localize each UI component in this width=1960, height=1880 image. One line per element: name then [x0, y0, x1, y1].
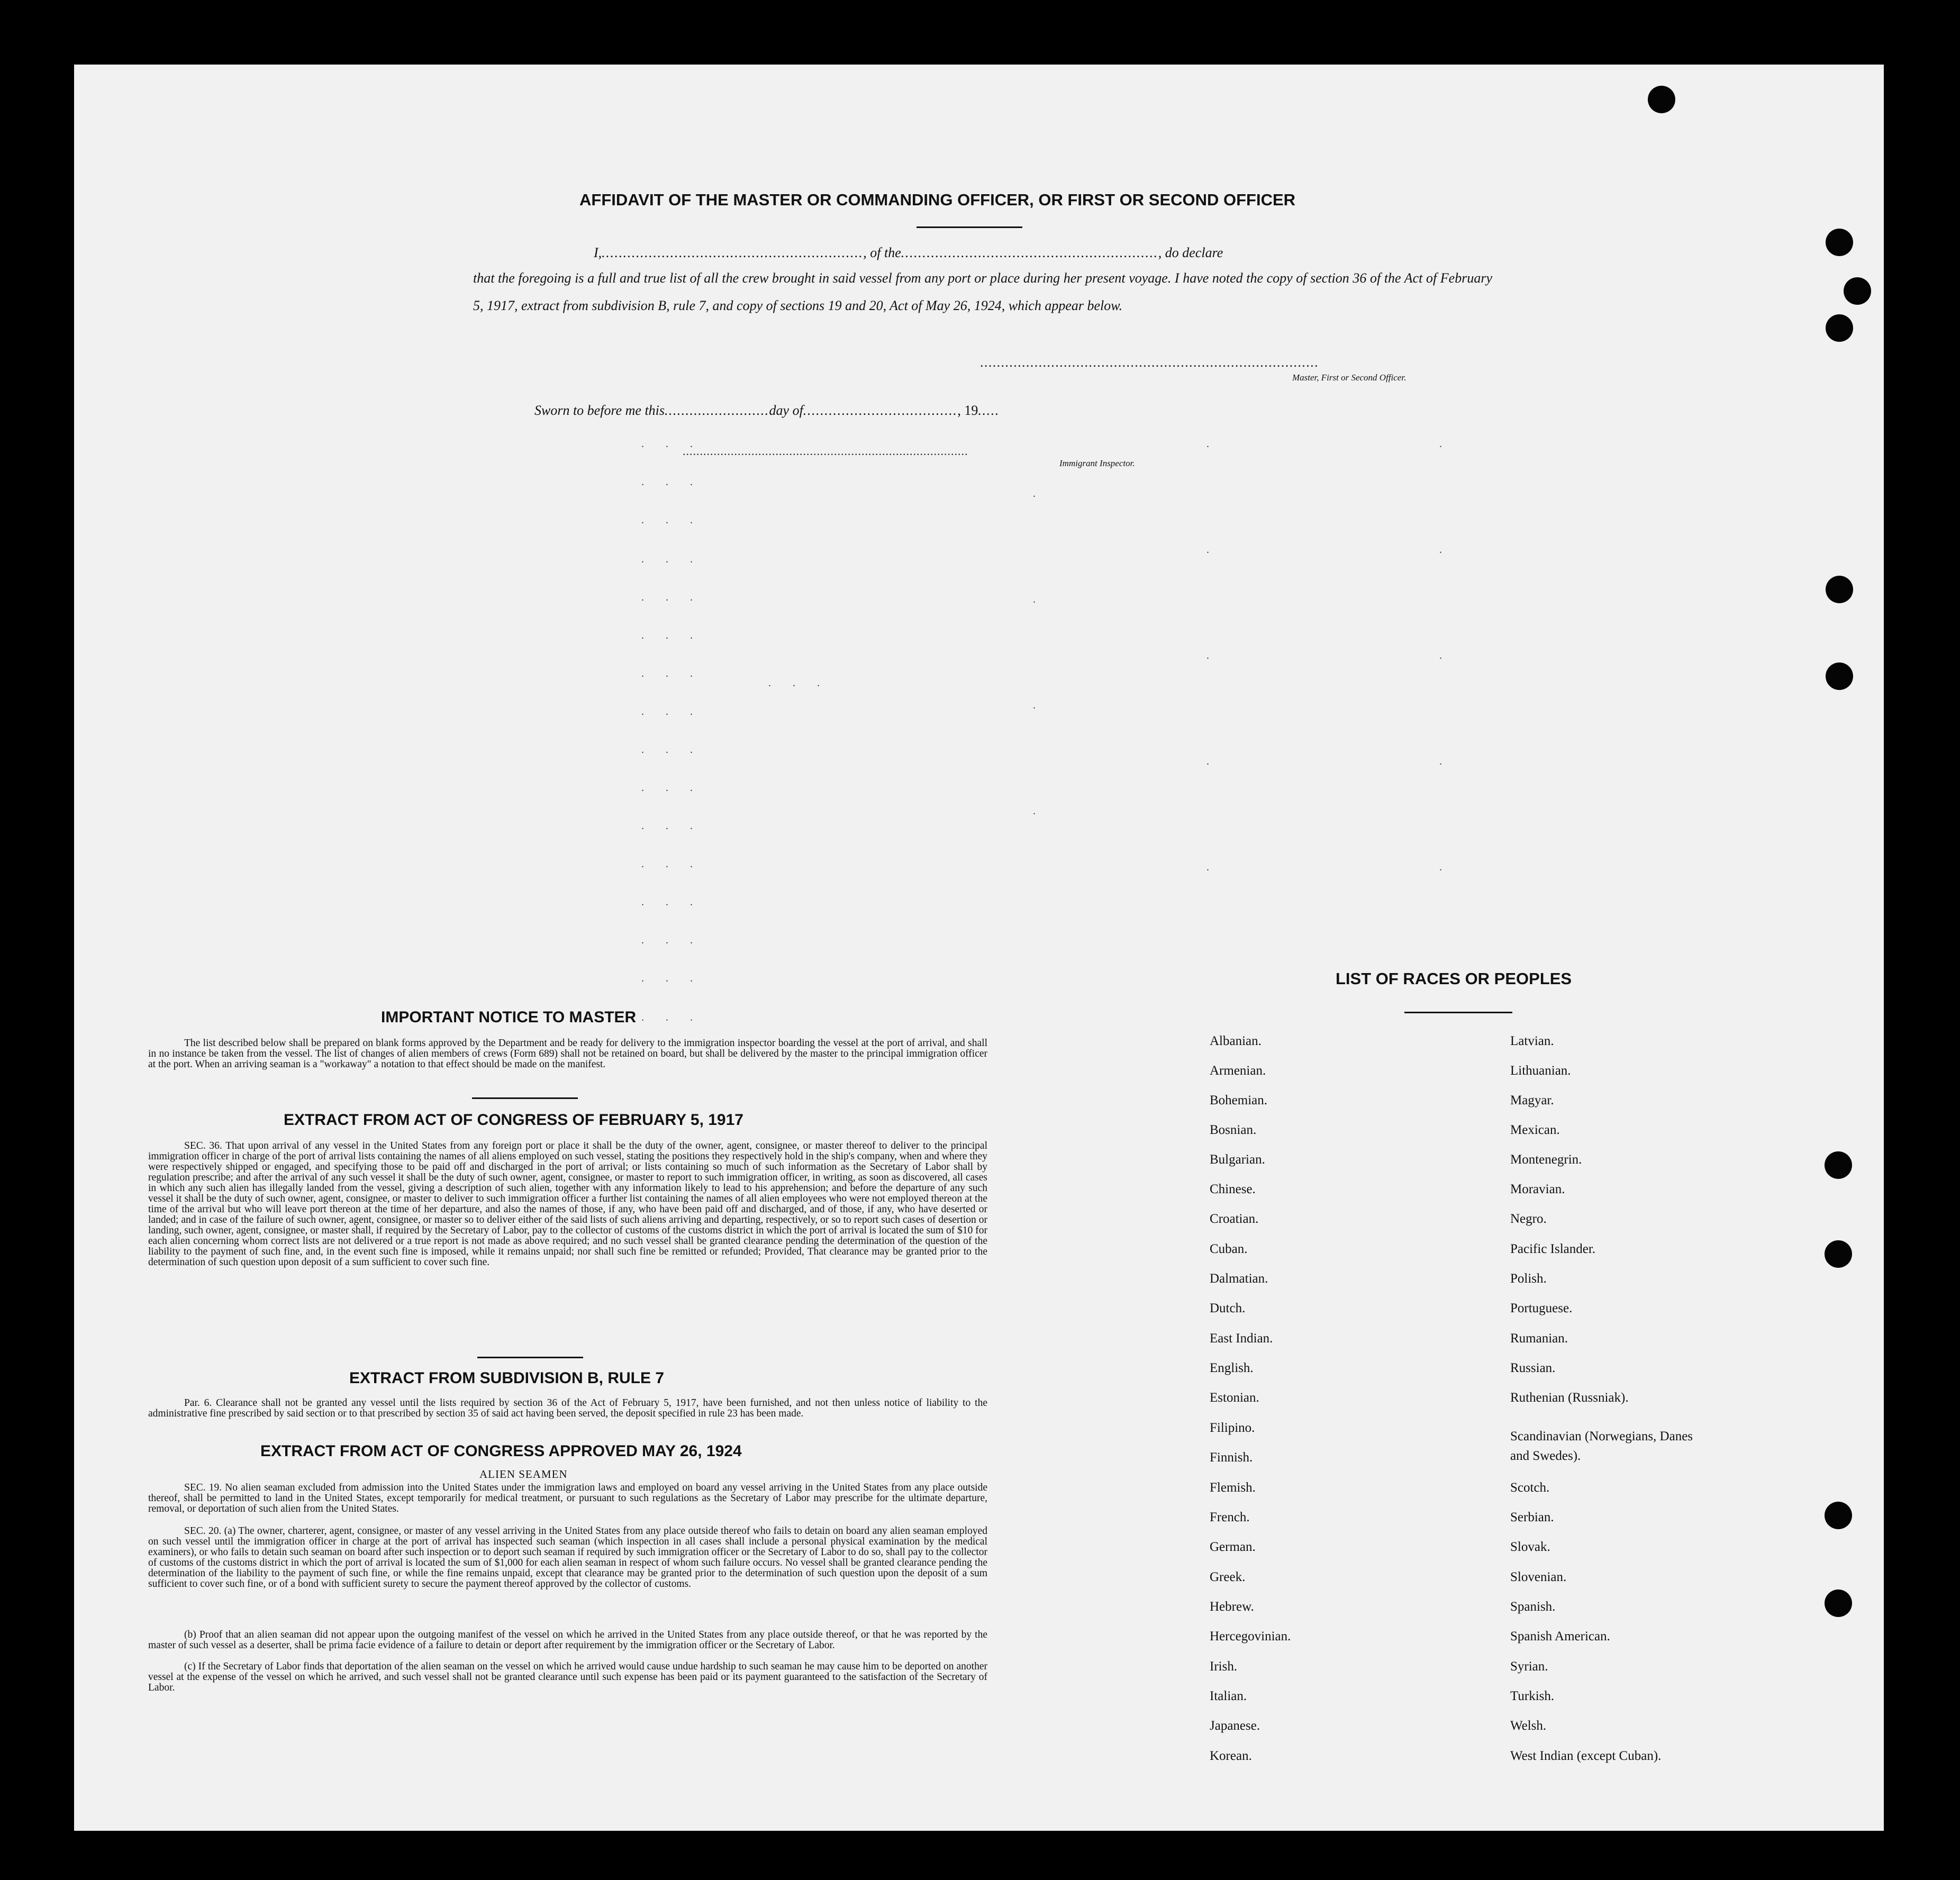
race-item: Greek. [1210, 1570, 1246, 1584]
affidavit-i: I, [594, 245, 602, 260]
races-title: LIST OF RACES OR PEOPLES [1336, 969, 1572, 988]
extract1924-sec19: SEC. 19. No alien seaman excluded from admission into the United States under the immigration laws and employed on board any vessel arriving in the United States from any place outside thereof, shall be permitted to land in the United States, except temporarily for medical treatment, or pursuant to such regulations as the Secretary of Labor may prescribe for the ultimate departure, removal, or deportation of such alien from the United States. [148, 1482, 987, 1514]
affidavit-title: AFFIDAVIT OF THE MASTER OR COMMANDING OFFICER, OR FIRST OR SECOND OFFICER [579, 190, 1296, 209]
punch-hole [1648, 86, 1675, 113]
race-item: Chinese. [1210, 1182, 1256, 1196]
subdivb-title: EXTRACT FROM SUBDIVISION B, RULE 7 [349, 1369, 665, 1387]
punch-hole [1826, 576, 1853, 603]
race-item: Mexican. [1510, 1123, 1560, 1137]
extract1924-sec20c: (c) If the Secretary of Labor finds that deportation of the alien seaman on the vessel on which he arrived would cause undue hardship to such seaman he may cause him to be deported on another vessel at the expense of the vessel on which he arrived, and such vessel shall not be granted clearance until such expense has been paid or its payment guaranteed to the satisfaction of the Secretary of Labor. [148, 1661, 987, 1693]
race-item: Korean. [1210, 1749, 1252, 1763]
punch-hole [1826, 662, 1853, 690]
race-item: Finnish. [1210, 1450, 1253, 1465]
subdivb-rule [477, 1357, 583, 1358]
race-item: Magyar. [1510, 1093, 1554, 1107]
sworn-year-dots: ..... [978, 403, 1000, 418]
affidavit-rule [917, 226, 1022, 228]
race-item: Japanese. [1210, 1719, 1260, 1733]
race-item: Ruthenian (Russniak). [1510, 1391, 1629, 1405]
race-item: Croatian. [1210, 1212, 1259, 1226]
race-item: English. [1210, 1361, 1254, 1375]
sworn-year-prefix: , 19 [957, 403, 978, 418]
affidavit-body: that the foregoing is a full and true list of all the crew brought in said vessel from any port or place during her present voyage. I have noted the copy of section 36 of the Act of February 5, 1917, extract from subdivision B, rule 7, and copy of sections 19 and 20, Act of May 26, 1924, which appear below. [473, 270, 1492, 313]
race-item: Turkish. [1510, 1689, 1555, 1703]
sworn-day-of: day of [769, 403, 803, 418]
race-item: Italian. [1210, 1689, 1247, 1703]
extract1917-body: SEC. 36. That upon arrival of any vessel in the United States from any foreign port or place it shall be the duty of the owner, agent, consignee, or master thereof to deliver to the principal immigration officer in charge of the port of arrival lists containing the names of all aliens employed on such vessel, stating the positions they respectively hold in the ship's company, when and where they were respectively shipped or engaged, and specifying those to be paid off and discharged in the port of arrival; or lists containing so much of such information as the Secretary of Labor shall by regulation prescribe; and after the arrival of any such vessel it shall be the duty of such owner, agent, consignee, or master to report to such immigration officer, in writing, as soon as discovered, all cases in which any such alien has illegally landed from the vessel, giving a description of such alien, together with any information likely to lead to his apprehension; and before the departure of any such vessel it shall be the duty of such owner, agent, consignee, or master to deliver to such immigration officer a further list containing the names of all alien employees who were not employed thereon at the time of the arrival but who will leave port thereon at the time of her departure, and also the names of those, if any, who have been paid off and discharged, and of those, if any, who have deserted or landed; and in case of the failure of such owner, agent, consignee, or master so to deliver either of the said lists of such aliens arriving and departing, respectively, or so to report such cases of desertion or landing, such owner, agent, consignee, or master shall, if required by the Secretary of Labor, pay to the collector of customs of the customs district in which the port of arrival is located the sum of $10 for each alien concerning whom correct lists are not delivered or a true report is not made as above required; and no such vessel shall be granted clearance pending the determination of the question of the liability to the payment of such fine, and, in the event such fine is imposed, while it remains unpaid; nor shall such fine be remitted or refunded; Provided, That clearance may be granted prior to the determination of such question upon deposit of a sum sufficient to cover such fine. [148, 1140, 987, 1268]
punch-hole [1825, 1240, 1852, 1268]
extract1924-sec20a: SEC. 20. (a) The owner, charterer, agent, consignee, or master of any vessel arriving in the United States from any place outside thereof who fails to detain on board any alien seaman employed on such vessel until the immigration officer in charge at the port of arrival has inspected such seaman (which inspection in all cases shall include a personal physical examination by the medical examiners), or who fails to detain such seaman on board after such inspection or to deport such seaman if required by such immigration officer or the Secretary of Labor to do so, shall pay to the collector of customs of the customs district in which the port of arrival is located the sum of $1,000 for each alien seaman in respect of whom such failure occurs. No vessel shall be granted clearance pending the determination of the liability to the payment of such fine, or while the fine remains unpaid, except that clearance may be granted prior to the determination of such question upon the deposit of a sum sufficient to cover such fine, or of a bond with sufficient surety to secure the payment thereof approved by the collector of customs. [148, 1525, 987, 1590]
race-item: Latvian. [1510, 1034, 1554, 1048]
race-item: Montenegrin. [1510, 1152, 1582, 1167]
punch-hole [1825, 1590, 1852, 1617]
race-item: Dutch. [1210, 1301, 1246, 1315]
race-item: Bulgarian. [1210, 1152, 1265, 1167]
race-item: Russian. [1510, 1361, 1556, 1375]
race-item: Moravian. [1510, 1182, 1565, 1196]
race-item: Bosnian. [1210, 1123, 1257, 1137]
inspector-dots: ................................................................................... [683, 444, 968, 458]
affidavit-vessel-dots: ............................................................ [901, 245, 1158, 260]
race-item: Filipino. [1210, 1421, 1255, 1435]
punch-hole [1826, 314, 1853, 342]
sworn-month-dots: .................................... [803, 403, 958, 418]
race-item: Dalmatian. [1210, 1272, 1268, 1286]
extract1917-title: EXTRACT FROM ACT OF CONGRESS OF FEBRUARY 5, 1917 [284, 1111, 743, 1129]
race-item: East Indian. [1210, 1331, 1273, 1346]
race-item: Estonian. [1210, 1391, 1259, 1405]
race-item: Syrian. [1510, 1659, 1548, 1674]
race-item: Portuguese. [1510, 1301, 1573, 1315]
affidavit-do-declare: , do declare [1158, 245, 1223, 260]
race-item: French. [1210, 1510, 1250, 1524]
race-item: Slovenian. [1510, 1570, 1567, 1584]
inspector-label: Immigrant Inspector. [1059, 458, 1135, 468]
race-item: Welsh. [1510, 1719, 1547, 1733]
notice-body: The list described below shall be prepared on blank forms approved by the Department and be ready for delivery to the immigration inspector boarding the vessel at the port of arrival, and shall in no instance be taken from the vessel. The list of changes of alien members of crews (Form 689) shall not be retained on board, but shall be delivered by the master to the principal immigration officer at the port. When an arriving seaman is a "workaway" a notation to that effect should be made on the manifest. [148, 1038, 987, 1070]
affidavit-declaration-line [534, 239, 1561, 267]
affidavit-name-dots: ............................................................. [602, 245, 864, 260]
extract1924-sec20b: (b) Proof that an alien seaman did not appear upon the outgoing manifest of the vessel on which he arrived in the United States from any place outside thereof, or that he was reported by the master of such vessel as a deserter, shall be prima facie evidence of a failure to detain or deport after requirement by the immigration officer or the Secretary of Labor. [148, 1629, 987, 1651]
race-item: Armenian. [1210, 1064, 1266, 1078]
affidavit-of-the: , of the [863, 245, 901, 260]
race-item: Cuban. [1210, 1242, 1248, 1256]
race-item: Lithuanian. [1510, 1064, 1571, 1078]
signature-label: Master, First or Second Officer. [1292, 373, 1407, 383]
race-item: Slovak. [1510, 1540, 1550, 1554]
sworn-line [534, 397, 1000, 424]
race-item: West Indian (except Cuban). [1510, 1749, 1662, 1763]
punch-hole [1844, 277, 1871, 305]
extract1924-subtitle: ALIEN SEAMEN [479, 1468, 568, 1481]
subdivb-body: Par. 6. Clearance shall not be granted any vessel until the lists required by section 36 of the Act of February 5, 1917, have been furnished, and not then unless notice of liability to the administrative fine prescribed by said section or to that prescribed by section 35 of said act having been served, the deposit specified in rule 23 has been made. [148, 1397, 987, 1419]
race-item: Serbian. [1510, 1510, 1554, 1524]
race-item: Irish. [1210, 1659, 1238, 1674]
races-rule [1404, 1012, 1512, 1013]
race-item: Spanish. [1510, 1600, 1556, 1614]
extract1917-rule [472, 1097, 578, 1099]
sworn-day-dots: ......................... [665, 403, 769, 418]
race-item: Albanian. [1210, 1034, 1262, 1048]
extract1924-title: EXTRACT FROM ACT OF CONGRESS APPROVED MAY 26, 1924 [260, 1442, 742, 1460]
race-item: Negro. [1510, 1212, 1547, 1226]
punch-hole [1825, 1502, 1852, 1529]
notice-title: IMPORTANT NOTICE TO MASTER [381, 1009, 637, 1026]
race-item: Hercegovinian. [1210, 1629, 1291, 1643]
race-item: Rumanian. [1510, 1331, 1568, 1346]
race-item: Scotch. [1510, 1481, 1550, 1495]
race-item: Hebrew. [1210, 1600, 1254, 1614]
race-item: German. [1210, 1540, 1256, 1554]
race-item: Pacific Islander. [1510, 1242, 1596, 1256]
signature-dots: ................................................................................. [980, 355, 1319, 370]
race-item: Polish. [1510, 1272, 1547, 1286]
punch-hole [1826, 229, 1853, 256]
race-item: Spanish American. [1510, 1629, 1610, 1643]
race-item: Flemish. [1210, 1481, 1256, 1495]
sworn-text: Sworn to before me this [534, 403, 665, 418]
punch-hole [1825, 1151, 1852, 1179]
document-page: AFFIDAVIT OF THE MASTER OR COMMANDING OFFICER, OR FIRST OR SECOND OFFICER I,............................................................., of the............................................................, do declare that the foregoing is a full and true list of all the crew brought in said vessel from any port or place during her present voyage. I have noted the copy of section 36 of the Act of February 5, 1917, extract from subdivision B, rule 7, and copy of sections 19 and 20, Act of May 26, 1924, which appear below. ................................................................................. Master, First or Second Officer. Sworn to before me this.........................day of...................................., 19..... ................................................................................... Immigrant Inspector. . . . . . . . . . . . . . . . . . . . . . . . . . . . . . . . . . . . . . . . . . . . . . . . . . . . . . . . . . . . . . . . . . IMPORTANT NOTICE TO MASTER The list described below shall be prepared on blank forms approved by the Department and be ready for delivery to the immigration inspector boarding the vessel at the port of arrival, and shall in no instance be taken from the vessel. The list of changes of alien members of crews (Form 689) shall not be retained on board, but shall be delivered by the master to the principal immigration officer at the port. When an arriving seaman is a "workaway" a notation to that effect should be made on the manifest. EXTRACT FROM ACT OF CONGRESS OF FEBRUARY 5, 1917 SEC. 36. That upon arrival of any vessel in the United States from any foreign port or place it shall be the duty of the owner, agent, consignee, or master thereof to deliver to the principal immigration officer in charge of the port of arrival lists containing the names of all aliens employed on such vessel, stating the positions they respectively hold in the ship's company, when and where they were respectively shipped or engaged, and specifying those to be paid off and discharged in the port of arrival; or lists containing so much of such information as the Secretary of Labor shall by regulation prescribe; and after the arrival of any such vessel it shall be the duty of such owner, agent, consignee, or master to report to such immigration officer, in writing, as soon as discovered, all cases in which any such alien has illegally landed from the vessel, giving a description of such alien, together with any information likely to lead to his apprehension; and before the departure of any such vessel it shall be the duty of such owner, agent, consignee, or master to deliver to such immigration officer a further list containing the names of all alien employees who were not employed thereon at the time of the arrival but who will leave port thereon at the time of her departure, and also the names of those, if any, who have been paid off and discharged, and of those, if any, who have deserted or landed; and in case of the failure of such owner, agent, consignee, or master so to deliver either of the said lists of such aliens arriving and departing, respectively, or so to report such cases of desertion or landing, such owner, agent, consignee, or master shall, if required by the Secretary of Labor, pay to the collector of customs of the customs district in which the port of arrival is located the sum of $10 for each alien concerning whom correct lists are not delivered or a true report is not made as above required; and no such vessel shall be granted clearance pending the determination of the question of the liability to the payment of such fine, and, in the event such fine is imposed, while it remains unpaid; nor shall such fine be remitted or refunded; Provided, That clearance may be granted prior to the determination of such question upon deposit of a sum sufficient to cover such fine. EXTRACT FROM SUBDIVISION B, RULE 7 Par. 6. Clearance shall not be granted any vessel until the lists required by section 36 of the Act of February 5, 1917, have been furnished, and not then unless notice of liability to the administrative fine prescribed by said section or to that prescribed by section 35 of said act having been served, the deposit specified in rule 23 has been made. EXTRACT FROM ACT OF CONGRESS APPROVED MAY 26, 1924 ALIEN SEAMEN SEC. 19. No alien seaman excluded from admission into the United States under the immigration laws and employed on board any vessel arriving in the United States from any place outside thereof, shall be permitted to land in the United States, except temporarily for medical treatment, or pursuant to such regulations as the Secretary of Labor may prescribe for the ultimate departure, removal, or deportation of such alien from the United States. SEC. 20. (a) The owner, charterer, agent, consignee, or master of any vessel arriving in the United States from any place outside thereof who fails to detain on board any alien seaman employed on such vessel until the immigration officer in charge at the port of arrival has inspected such seaman (which inspection in all cases shall include a personal physical examination by the medical examiners), or who fails to detain such seaman on board after such inspection or to deport such seaman if required by such immigration officer or the Secretary of Labor to do so, shall pay to the collector of customs of the customs district in which the port of arrival is located the sum of $1,000 for each alien seaman in respect of whom such failure occurs. No vessel shall be granted clearance pending the determination of the liability to the payment of such fine, or while the fine remains unpaid, except that clearance may be granted prior to the determination of such question upon the deposit of a sum sufficient to cover such fine, or of a bond with sufficient surety to secure the payment thereof approved by the collector of customs. (b) Proof that an alien seaman did not appear upon the outgoing manifest of the vessel on which he arrived in the United States from any place outside thereof, or that he was reported by the master of such vessel as a deserter, shall be prima facie evidence of a failure to detain or deport after requirement by the immigration officer or the Secretary of Labor. (c) If the Secretary of Labor finds that deportation of the alien seaman on the vessel on which he arrived would cause undue hardship to such seaman he may cause him to be deported on another vessel at the expense of the vessel on which he arrived, and such vessel shall not be granted clearance until such expense has been paid or its payment guaranteed to the satisfaction of the Secretary of Labor. LIST OF RACES OR PEOPLES Albanian. Armenian. Bohemian. Bosnian. Bulgarian. Chinese. Croatian. Cuban. Dalmatian. Dutch. East Indian. English. Estonian. Filipino. Finnish. Flemish. French. German. Greek. Hebrew. Hercegovinian. Irish. Italian. Japanese. Korean. Latvian. Lithuanian. Magyar. Mexican. Montenegrin. Moravian. Negro. Pacific Islander. Polish. Portuguese. Rumanian. Russian. Ruthenian (Russniak). Scandinavian (Norwegians, Danes and Swedes). Scotch. Serbian. Slovak. Slovenian. Spanish. Spanish American. Syrian. Turkish. Welsh. West Indian (except Cuban). [74, 65, 1884, 1831]
race-item: Bohemian. [1210, 1093, 1268, 1107]
race-item: Scandinavian (Norwegians, Danes and Swedes). [1510, 1429, 1693, 1463]
